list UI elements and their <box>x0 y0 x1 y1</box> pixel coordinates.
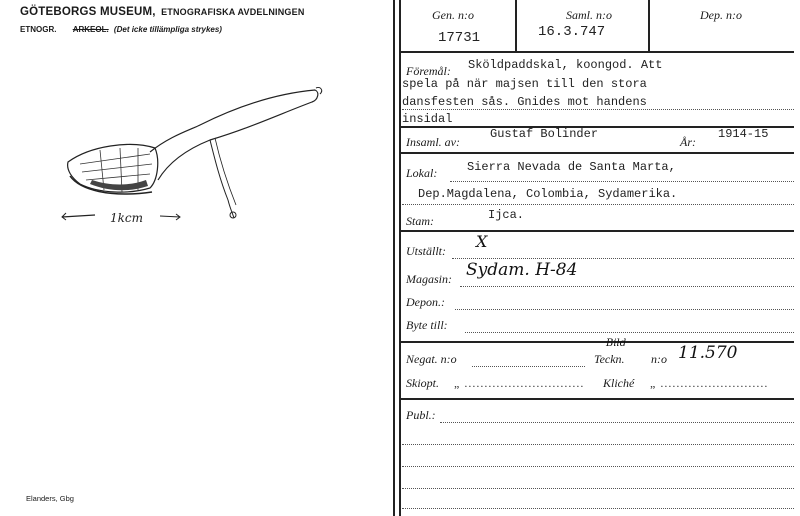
magasin-value: Sydam. H-84 <box>466 260 578 280</box>
magasin-label: Magasin: <box>406 272 452 286</box>
publ-line-5 <box>402 508 794 509</box>
museum-name: GÖTEBORGS MUSEUM, <box>20 6 156 18</box>
depon-label: Depon.: <box>406 295 445 309</box>
scale-bar-arrow-right <box>160 214 180 220</box>
foremal-line-2: spela på när majsen till den stora <box>402 77 647 91</box>
negat-label: Negat. n:o <box>406 352 457 366</box>
teckn-note: Bild <box>606 338 627 349</box>
card-border-outer <box>393 0 395 516</box>
publ-line-3 <box>402 466 794 467</box>
scale-bar-line <box>62 215 95 217</box>
depon-underline <box>455 309 794 310</box>
skiopt-label: Skiopt. <box>406 376 439 390</box>
insaml-value: Gustaf Bolinder <box>490 127 599 141</box>
byte-underline <box>465 332 794 333</box>
utstallt-underline <box>452 258 794 259</box>
header-row-border <box>399 51 794 53</box>
magasin-underline <box>460 286 794 287</box>
publ-label: Publ.: <box>406 408 436 422</box>
gen-label: Gen. n:o <box>432 8 474 22</box>
byte-label: Byte till: <box>406 318 448 332</box>
saml-value: 16.3.747 <box>538 24 606 40</box>
utstallt-value: X <box>476 232 488 251</box>
stam-value: Ijca. <box>488 208 525 222</box>
saml-label: Saml. n:o <box>566 8 612 22</box>
teckn-label: Teckn. <box>594 352 625 366</box>
insaml-row-border <box>399 152 794 154</box>
stam-row-border <box>399 230 794 232</box>
etnogr-label: ETNOGR. <box>20 25 57 34</box>
lokal-underline <box>450 181 794 182</box>
skiopt-row-border <box>399 398 794 400</box>
cell-divider-2 <box>648 0 650 52</box>
cord-strap <box>150 90 318 180</box>
lokal-underline-2 <box>402 204 794 205</box>
skiopt-dots: „ .............................. <box>454 376 585 390</box>
gen-value: 17731 <box>438 30 481 46</box>
teckn-value: 11.570 <box>678 343 738 363</box>
publ-line-2 <box>402 444 794 445</box>
kliche-dots: „ ........................... <box>650 376 769 390</box>
kliche-label: Kliché <box>603 376 635 390</box>
ar-label: År: <box>680 135 696 149</box>
foremal-line-1: Sköldpaddskal, koongod. Att <box>468 58 663 72</box>
dep-label: Dep. n:o <box>700 8 742 22</box>
card-border-inner <box>399 0 401 516</box>
printer-credit: Elanders, Gbg <box>26 494 74 503</box>
object-sketch <box>50 80 350 240</box>
cord-hanging <box>210 140 234 218</box>
insaml-label: Insaml. av: <box>406 135 460 149</box>
publ-line-1 <box>440 422 794 423</box>
scale-label: 1kcm <box>110 211 144 225</box>
museum-header <box>20 6 305 18</box>
lokal-label: Lokal: <box>406 166 438 180</box>
cell-divider-1 <box>515 0 517 52</box>
teckn-no-label: n:o <box>651 352 667 366</box>
lokal-line-2: Dep.Magdalena, Colombia, Sydamerika. <box>418 187 678 201</box>
foremal-line-4: insidal <box>402 112 453 126</box>
arkeol-label: ARKEOL. <box>72 25 109 34</box>
lokal-line-1: Sierra Nevada de Santa Marta, <box>467 160 676 174</box>
stam-label: Stam: <box>406 214 434 228</box>
foremal-label: Föremål: <box>406 64 451 78</box>
category-line <box>20 25 222 34</box>
negat-underline <box>472 366 585 367</box>
shell-shading <box>90 180 148 190</box>
foremal-underline <box>402 109 794 110</box>
ar-value: 1914-15 <box>718 127 769 141</box>
utstallt-label: Utställt: <box>406 244 447 258</box>
foremal-line-3: dansfesten sås. Gnides mot handens <box>402 95 647 109</box>
category-note: (Det icke tillämpliga strykes) <box>113 25 222 34</box>
department-name: ETNOGRAFISKA AVDELNINGEN <box>161 7 305 17</box>
publ-line-4 <box>402 488 794 489</box>
